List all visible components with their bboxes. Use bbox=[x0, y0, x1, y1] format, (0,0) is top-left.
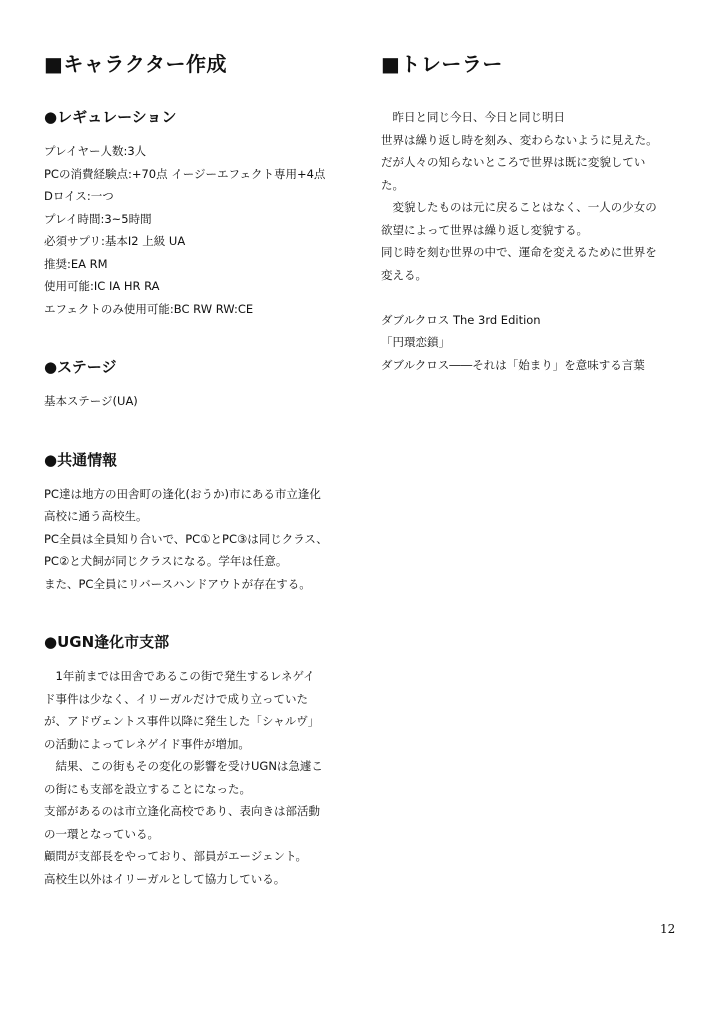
trailer-line: 変える。 bbox=[381, 267, 427, 282]
stage-section bbox=[44, 356, 349, 413]
common-info-line: PC達は地方の田舎町の逢化(おうか)市にある市立逢化 bbox=[44, 486, 321, 501]
trailer-title: ■トレーラー bbox=[381, 52, 503, 76]
ugn-branch-line: 結果、この街もその変化の影響を受けUGNは急遽こ bbox=[44, 759, 323, 773]
regulation-line: 必須サプリ:基本Ⅰ2 上級 UA bbox=[44, 234, 186, 248]
stage-heading: ●ステージ bbox=[44, 358, 117, 376]
trailer-line: 世界は繰り返し時を刻み、変わらないように見えた。 bbox=[381, 132, 658, 147]
left-column bbox=[44, 50, 349, 926]
trailer-line: 昨日と同じ今日、今日と同じ明日 bbox=[381, 110, 565, 124]
ugn-branch-line: が、アドヴェントス事件以降に発生した「シャルヴ」 bbox=[44, 714, 320, 728]
trailer-blank-line bbox=[381, 286, 686, 309]
trailer-line: だが人々の知らないところで世界は既に変貌してい bbox=[381, 155, 646, 169]
ugn-branch-line: 1年前までは田舎であるこの街で発生するレネゲイ bbox=[44, 669, 315, 683]
trailer-line: 同じ時を刻む世界の中で、運命を変えるために世界を bbox=[381, 245, 657, 259]
regulation-line: PCの消費経験点:+70点 イージーエフェクト専用+4点 bbox=[44, 166, 326, 181]
right-column bbox=[381, 50, 686, 376]
ugn-branch-line: 高校生以外はイリーガルとして協力している。 bbox=[44, 871, 286, 886]
regulation-line: エフェクトのみ使用可能:BC RW RW:CE bbox=[44, 301, 254, 316]
ugn-branch-line: の一環となっている。 bbox=[44, 826, 159, 841]
common-info-line: 高校に通う高校生。 bbox=[44, 509, 148, 523]
regulation-line: プレイヤー人数:3人 bbox=[44, 144, 147, 158]
common-info-section bbox=[44, 449, 349, 596]
stage-line: 基本ステージ(UA) bbox=[44, 394, 138, 408]
common-info-line: PC②と犬飼が同じクラスになる。学年は任意。 bbox=[44, 554, 288, 568]
regulation-heading: ●レギュレーション bbox=[44, 108, 177, 126]
ugn-branch-line: 顧問が支部長をやっており、部員がエージェント。 bbox=[44, 849, 308, 863]
trailer-line: ダブルクロス The 3rd Edition bbox=[381, 312, 541, 327]
trailer-line: 「円環恋鎖」 bbox=[381, 335, 450, 349]
ugn-branch-line: の活動によってレネゲイド事件が増加。 bbox=[44, 736, 250, 751]
regulation-section bbox=[44, 106, 349, 320]
trailer-line: 欲望によって世界は繰り返し変貌する。 bbox=[381, 222, 588, 237]
ugn-branch-heading: ●UGN逢化市支部 bbox=[44, 633, 170, 651]
ugn-branch-section bbox=[44, 631, 349, 890]
trailer-line: た。 bbox=[381, 177, 404, 192]
trailer-line: ダブルクロス――それは「始まり」を意味する言葉 bbox=[381, 357, 645, 372]
regulation-line: プレイ時間:3~5時間 bbox=[44, 211, 152, 226]
regulation-line: 使用可能:IC IA HR RA bbox=[44, 279, 160, 293]
common-info-line: また、PC全員にリバースハンドアウトが存在する。 bbox=[44, 576, 311, 591]
page-number: 12 bbox=[660, 922, 676, 936]
common-info-line: PC全員は全員知り合いで、PC①とPC③は同じクラス、 bbox=[44, 531, 328, 546]
ugn-branch-line: 支部があるのは市立逢化高校であり、表向きは部活動 bbox=[44, 804, 320, 818]
trailer-line: 変貌したものは元に戻ることはなく、一人の少女の bbox=[381, 200, 657, 214]
ugn-branch-line: の街にも支部を設立することになった。 bbox=[44, 781, 251, 796]
common-info-heading: ●共通情報 bbox=[44, 450, 118, 469]
ugn-branch-line: ド事件は少なく、イリーガルだけで成り立っていた bbox=[44, 691, 309, 706]
regulation-line: Dロイス:一つ bbox=[44, 189, 114, 203]
character-creation-title: ■キャラクター作成 bbox=[44, 52, 227, 76]
regulation-line: 推奨:EA RM bbox=[44, 256, 108, 271]
